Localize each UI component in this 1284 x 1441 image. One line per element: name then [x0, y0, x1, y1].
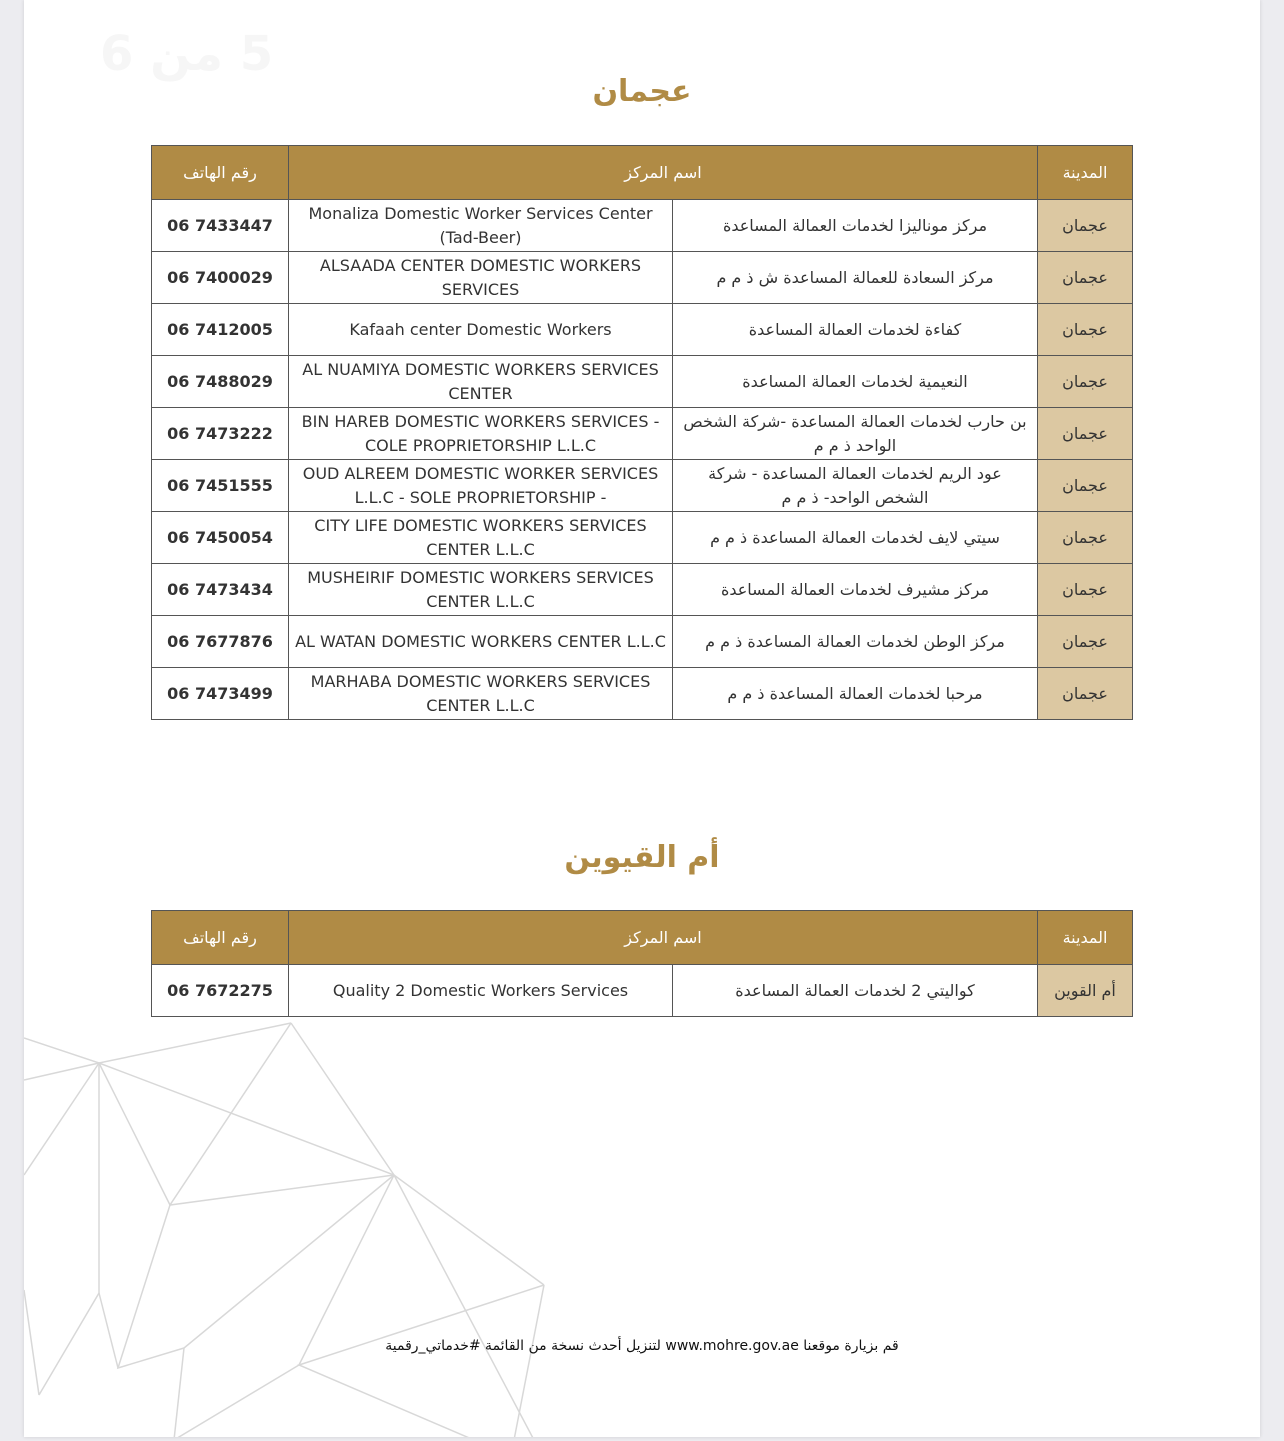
- center-name-english-cell: AL WATAN DOMESTIC WORKERS CENTER L.L.C: [289, 616, 673, 668]
- city-cell: أم القوين: [1038, 965, 1133, 1017]
- table-row: [152, 252, 1133, 304]
- city-cell: عجمان: [1038, 252, 1133, 304]
- center-name-english-cell: OUD ALREEM DOMESTIC WORKER SERVICES L.L.C - SOLE PROPRIETORSHIP -: [289, 460, 673, 512]
- phone-cell: 06 7400029: [152, 252, 289, 304]
- city-cell: عجمان: [1038, 408, 1133, 460]
- phone-cell: 06 7677876: [152, 616, 289, 668]
- center-name-arabic-cell: كفاءة لخدمات العمالة المساعدة: [673, 304, 1038, 356]
- table-row: [152, 668, 1133, 720]
- table-row: [152, 356, 1133, 408]
- column-header-city: المدينة: [1038, 146, 1133, 200]
- table-row: [152, 460, 1133, 512]
- phone-cell: 06 7473434: [152, 564, 289, 616]
- footer-website-note: قم بزيارة موقعنا www.mohre.gov.ae لتنزيل أحدث نسخة من القائمة #خدماتي_رقمية: [385, 1338, 899, 1354]
- center-name-english-cell: BIN HAREB DOMESTIC WORKERS SERVICES - COLE PROPRIETORSHIP L.L.C: [289, 408, 673, 460]
- umm-al-quwain-centers-table: [151, 910, 1133, 1017]
- center-name-english-cell: MUSHEIRIF DOMESTIC WORKERS SERVICES CENTER L.L.C: [289, 564, 673, 616]
- column-header-phone: رقم الهاتف: [152, 146, 289, 200]
- city-cell: عجمان: [1038, 564, 1133, 616]
- center-name-arabic-cell: كواليتي 2 لخدمات العمالة المساعدة: [673, 965, 1038, 1017]
- center-name-arabic-cell: مرحبا لخدمات العمالة المساعدة ذ م م: [673, 668, 1038, 720]
- phone-cell: 06 7450054: [152, 512, 289, 564]
- city-cell: عجمان: [1038, 616, 1133, 668]
- center-name-english-cell: MARHABA DOMESTIC WORKERS SERVICES CENTER L.L.C: [289, 668, 673, 720]
- city-cell: عجمان: [1038, 512, 1133, 564]
- center-name-arabic-cell: مركز موناليزا لخدمات العمالة المساعدة: [673, 200, 1038, 252]
- city-cell: عجمان: [1038, 668, 1133, 720]
- table-row: [152, 616, 1133, 668]
- city-cell: عجمان: [1038, 460, 1133, 512]
- section-title-umm-al-quwain: أم القيوين: [564, 840, 720, 875]
- center-name-english-cell: Kafaah center Domestic Workers: [289, 304, 673, 356]
- phone-cell: 06 7473499: [152, 668, 289, 720]
- phone-cell: 06 7433447: [152, 200, 289, 252]
- city-cell: عجمان: [1038, 304, 1133, 356]
- city-cell: عجمان: [1038, 200, 1133, 252]
- document-page: [24, 0, 1260, 1437]
- column-header-city: المدينة: [1038, 911, 1133, 965]
- center-name-arabic-cell: بن حارب لخدمات العمالة المساعدة -شركة الشخص الواحد ذ م م: [673, 408, 1038, 460]
- table-row: [152, 200, 1133, 252]
- geometric-pattern-decoration: [24, 1010, 624, 1437]
- column-header-phone: رقم الهاتف: [152, 911, 289, 965]
- center-name-english-cell: CITY LIFE DOMESTIC WORKERS SERVICES CENTER L.L.C: [289, 512, 673, 564]
- phone-cell: 06 7473222: [152, 408, 289, 460]
- center-name-english-cell: Monaliza Domestic Worker Services Center (Tad-Beer): [289, 200, 673, 252]
- section-title-ajman: عجمان: [592, 74, 692, 109]
- table-header-row: [152, 911, 1133, 965]
- column-header-center-name: اسم المركز: [289, 146, 1038, 200]
- table-row: [152, 965, 1133, 1017]
- column-header-center-name: اسم المركز: [289, 911, 1038, 965]
- center-name-english-cell: Quality 2 Domestic Workers Services: [289, 965, 673, 1017]
- center-name-arabic-cell: مركز مشيرف لخدمات العمالة المساعدة: [673, 564, 1038, 616]
- phone-cell: 06 7412005: [152, 304, 289, 356]
- table-header-row: [152, 146, 1133, 200]
- center-name-arabic-cell: النعيمية لخدمات العمالة المساعدة: [673, 356, 1038, 408]
- center-name-english-cell: AL NUAMIYA DOMESTIC WORKERS SERVICES CENTER: [289, 356, 673, 408]
- table-row: [152, 408, 1133, 460]
- center-name-arabic-cell: سيتي لايف لخدمات العمالة المساعدة ذ م م: [673, 512, 1038, 564]
- center-name-arabic-cell: عود الريم لخدمات العمالة المساعدة - شركة الشخص الواحد- ذ م م: [673, 460, 1038, 512]
- table-row: [152, 512, 1133, 564]
- phone-cell: 06 7488029: [152, 356, 289, 408]
- center-name-arabic-cell: مركز السعادة للعمالة المساعدة ش ذ م م: [673, 252, 1038, 304]
- phone-cell: 06 7672275: [152, 965, 289, 1017]
- phone-cell: 06 7451555: [152, 460, 289, 512]
- table-row: [152, 564, 1133, 616]
- page-indicator-watermark: 5 من 6: [100, 26, 274, 82]
- city-cell: عجمان: [1038, 356, 1133, 408]
- table-row: [152, 304, 1133, 356]
- center-name-arabic-cell: مركز الوطن لخدمات العمالة المساعدة ذ م م: [673, 616, 1038, 668]
- center-name-english-cell: ALSAADA CENTER DOMESTIC WORKERS SERVICES: [289, 252, 673, 304]
- ajman-centers-table: [151, 145, 1133, 720]
